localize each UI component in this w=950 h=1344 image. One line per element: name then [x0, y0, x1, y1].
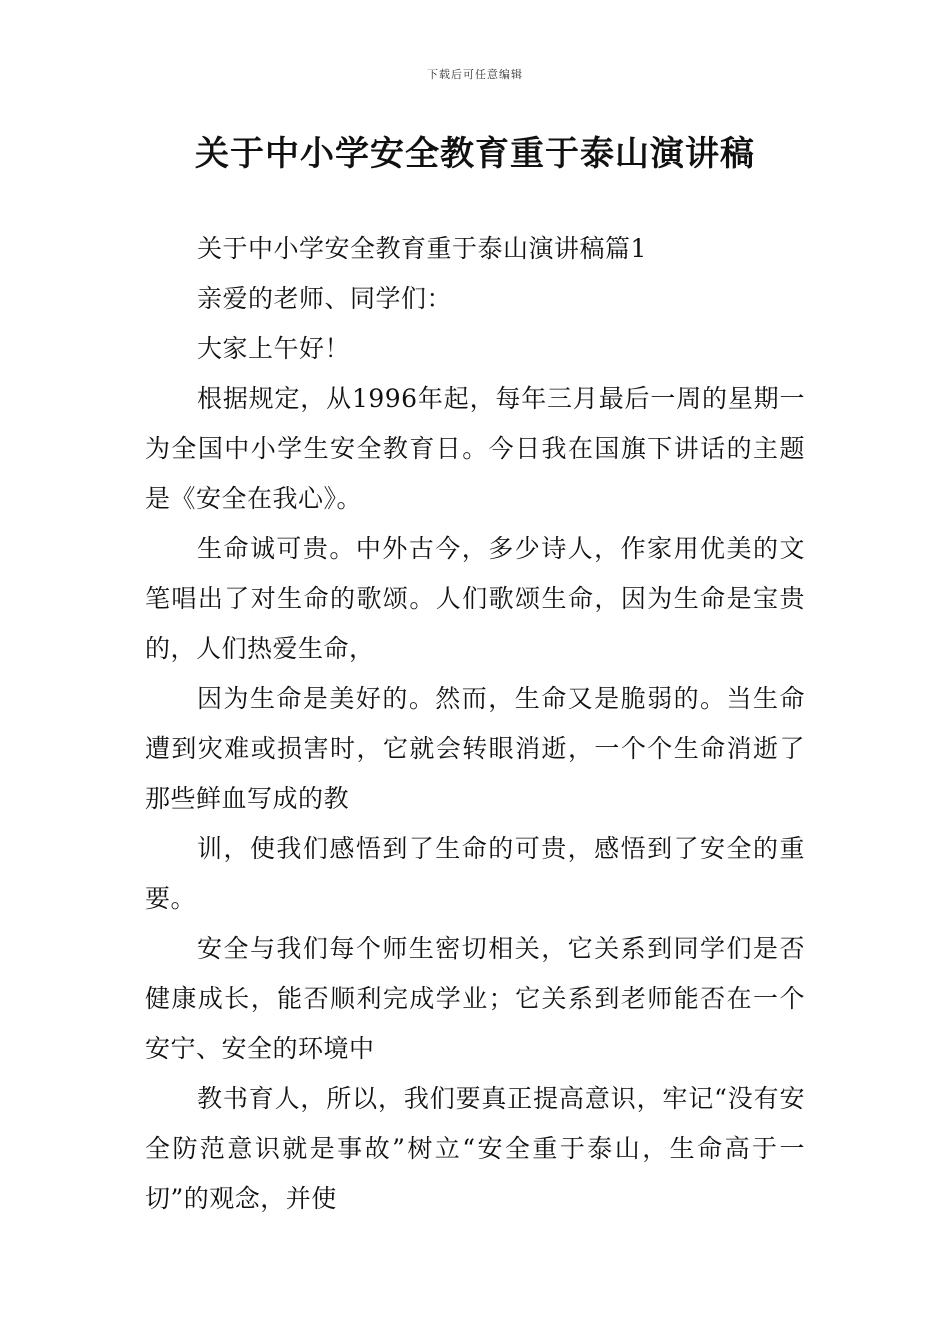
paragraph: 训，使我们感悟到了生命的可贵，感悟到了安全的重要。: [145, 834, 805, 913]
paragraph: 根据规定，从1996年起，每年三月最后一周的星期一为全国中小学生安全教育日。今日我在国旗下讲话的主题是《安全在我心》。: [145, 384, 805, 513]
paragraph-greeting: 大家上午好！: [197, 334, 351, 363]
paragraph: 生命诚可贵。中外古今，多少诗人，作家用优美的文笔唱出了对生命的歌颂。人们歌颂生命，因为生命是宝贵的，人们热爱生命，: [145, 534, 805, 663]
document-title: 关于中小学安全教育重于泰山演讲稿: [195, 134, 755, 174]
paragraph: 教书育人，所以，我们要真正提高意识，牢记“没有安全防范意识就是事故”树立“安全重于泰山，生命高于一切”的观念，并使: [145, 1084, 805, 1213]
header-note: 下载后可任意编辑: [427, 68, 523, 81]
paragraph: 安全与我们每个师生密切相关，它关系到同学们是否健康成长，能否顺利完成学业；它关系到老师能否在一个安宁、安全的环境中: [145, 934, 805, 1063]
paragraph-salutation: 亲爱的老师、同学们：: [197, 284, 453, 313]
paragraph-section-heading: 关于中小学安全教育重于泰山演讲稿篇1: [197, 234, 647, 263]
paragraph: 因为生命是美好的。然而，生命又是脆弱的。当生命遭到灾难或损害时，它就会转眼消逝，一个个生命消逝了那些鲜血写成的教: [145, 684, 805, 813]
document-body: [145, 224, 805, 1224]
